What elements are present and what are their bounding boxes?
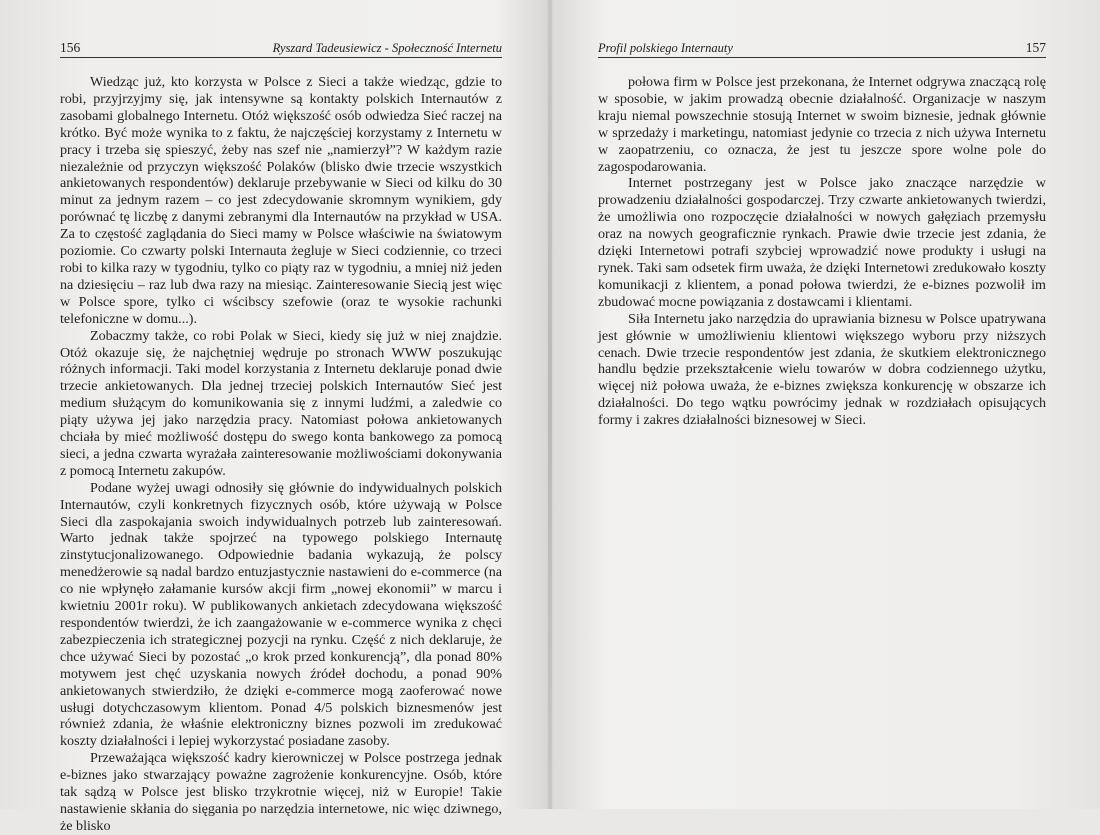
left-page <box>60 0 502 834</box>
right-page-header <box>598 40 1046 58</box>
left-page-header <box>60 40 502 58</box>
paragraph: Przeważająca większość kadry kierowniczej w Polsce postrzega jednak e-biznes jako stwarzający poważne zagrożenie konkurencyjne. Osób, które tak sądzą w Polsce jest blisko trzykrotnie więcej, niż w Europie! Takie nastawienie skłania do sięgania po narzędzia internetowe, nic więc dziwnego, że blisko <box>60 750 502 834</box>
page-number: 156 <box>60 40 81 55</box>
paragraph: Siła Internetu jako narzędzia do uprawiania biznesu w Polsce upatrywana jest głównie w umożliwieniu klientowi większego wyboru przy niższych cenach. Dwie trzecie respondentów jest zdania, że skutkiem elektronicznego handlu będzie przekształcenie wielu towarów w dobra codziennego użytku, więcej niż połowa uważa, że e-biznes zwiększa konkurencję w obszarze ich działalności. Do tego wątku powrócimy jednak w rozdziałach opisujących formy i zakres działalności biznesowej w Sieci. <box>598 310 1046 429</box>
paragraph: Zobaczmy także, co robi Polak w Sieci, kiedy się już w niej znajdzie. Otóż okazuje się, że najchętniej wędruje po stronach WWW poszukując różnych informacji. Taki model korzystania z Internetu deklaruje ponad dwie trzecie ankietowanych. Dla jednej trzeciej polskich Internautów Sieć jest medium służącym do komunikowania się z innymi ludźmi, a zaledwie co piąty używa jej jako narzędzia pracy. Natomiast połowa ankietowanych chciała by mieć możliwość dostępu do swego konta bankowego za pomocą sieci, a jedna czwarta wyrażała zainteresowanie możliwościami dokonywania z pomocą Internetu zakupów. <box>60 327 502 479</box>
running-head: Ryszard Tadeusiewicz - Społeczność Internetu <box>272 41 502 55</box>
left-page-body <box>60 74 502 835</box>
paragraph: Podane wyżej uwagi odnosiły się głównie do indywidualnych polskich Internautów, czyli konkretnych fizycznych osób, które używają w Polsce Sieci dla zaspokajania swoich indywidualnych potrzeb lub zainteresowań. Warto jednak także spojrzeć na typowego polskiego Internautę zinstytucjonalizowanego. Odpowiednie badania wykazują, że polscy menedżerowie są nadal bardzo entuzjastycznie nastawieni do e-commerce (na co nie wpłynęło załamanie kursów akcji firm „nowej ekonomii” w marcu i kwietniu 2001r roku). W publikowanych ankietach zdecydowana większość respondentów twierdzi, że ich zaangażowanie w e-commerce wynika z chęci zabezpieczenia ich strategicznej pozycji na rynku. Część z nich deklaruje, że chce używać Sieci by pozostać „o krok przed konkurencją”, dla ponad 80% motywem jest chęć uzyskania nowych źródeł dochodu, a ponad 90% ankietowanych stwierdziło, że dzięki e-commerce mogą zaoferować nowe usługi dotychczasowym klientom. Ponad 4/5 polskich biznesmenów jest również zdania, że właśnie elektroniczny biznes pozwoli im zredukować koszty działalności i lepiej wykorzystać posiadane zasoby. <box>60 479 502 750</box>
paragraph: Internet postrzegany jest w Polsce jako znaczące narzędzie w prowadzeniu działalności gospodarczej. Trzy czwarte ankietowanych twierdzi, że umożliwia ono rozpoczęcie działalności w nowych gałęziach przemysłu oraz na nowych geograficznie rynkach. Prawie dwie trzecie jest zdania, że dzięki Internetowi potrafi szybciej wprowadzić nowe produkty i usługi na rynek. Taki sam odsetek firm uważa, że dzięki Internetowi zredukowało koszty komunikacji z klientem, a ponad połowa twierdzi, że e-biznes pozwolił im zbudować mocne powiązania z dostawcami i klientami. <box>598 175 1046 310</box>
page-number: 157 <box>1025 40 1046 55</box>
paragraph: Wiedząc już, kto korzysta w Polsce z Sieci a także wiedząc, gdzie to robi, przyjrzyjmy się, jak intensywne są kontakty polskich Internautów z zasobami globalnego Internetu. Otóż większość osób odwiedza Sieć raczej na krótko. Być może wynika to z faktu, że najczęściej korzystamy z Internetu w pracy i trzeba się spieszyć, żeby nas szef nie „namierzył”? W każdym razie niezależnie od przyczyn większość Polaków (blisko dwie trzecie wszystkich ankietowanych respondentów) deklaruje przebywanie w Sieci od kilku do 30 minut za jednym razem – co jest zdecydowanie skromnym wynikiem, gdy porównać tę liczbę z danymi zebranymi dla Internautów na przykład w USA. Za to częstość zaglądania do Sieci mamy w Polsce właściwie na światowym poziomie. Co czwarty polski Internauta żegluje w Sieci codziennie, co trzeci robi to kilka razy w tygodniu, tylko co piąty raz w tygodniu, a mniej niż jeden na dziesięciu – raz lub dwa razy na miesiąc. Zainteresowanie Siecią jest więc w Polsce spore, tylko ci wścibscy szefowie (oraz te wysokie rachunki telefoniczne w domu...). <box>60 74 502 327</box>
right-page-body <box>598 74 1046 429</box>
right-page <box>598 0 1046 809</box>
book-gutter <box>548 0 552 809</box>
paragraph: połowa firm w Polsce jest przekonana, że Internet odgrywa znaczącą rolę w sposobie, w jakim prowadzą obecnie działalność. Organizacje w naszym kraju niemal powszechnie stosują Internet w swoim biznesie, jednak głównie w sprzedaży i marketingu, natomiast jedynie co trzecia z nich używa Internetu w zaopatrzeniu, co oznacza, że jest tu jeszcze spore wolne pole do zagospodarowania. <box>598 74 1046 175</box>
running-head: Profil polskiego Internauty <box>598 41 733 55</box>
